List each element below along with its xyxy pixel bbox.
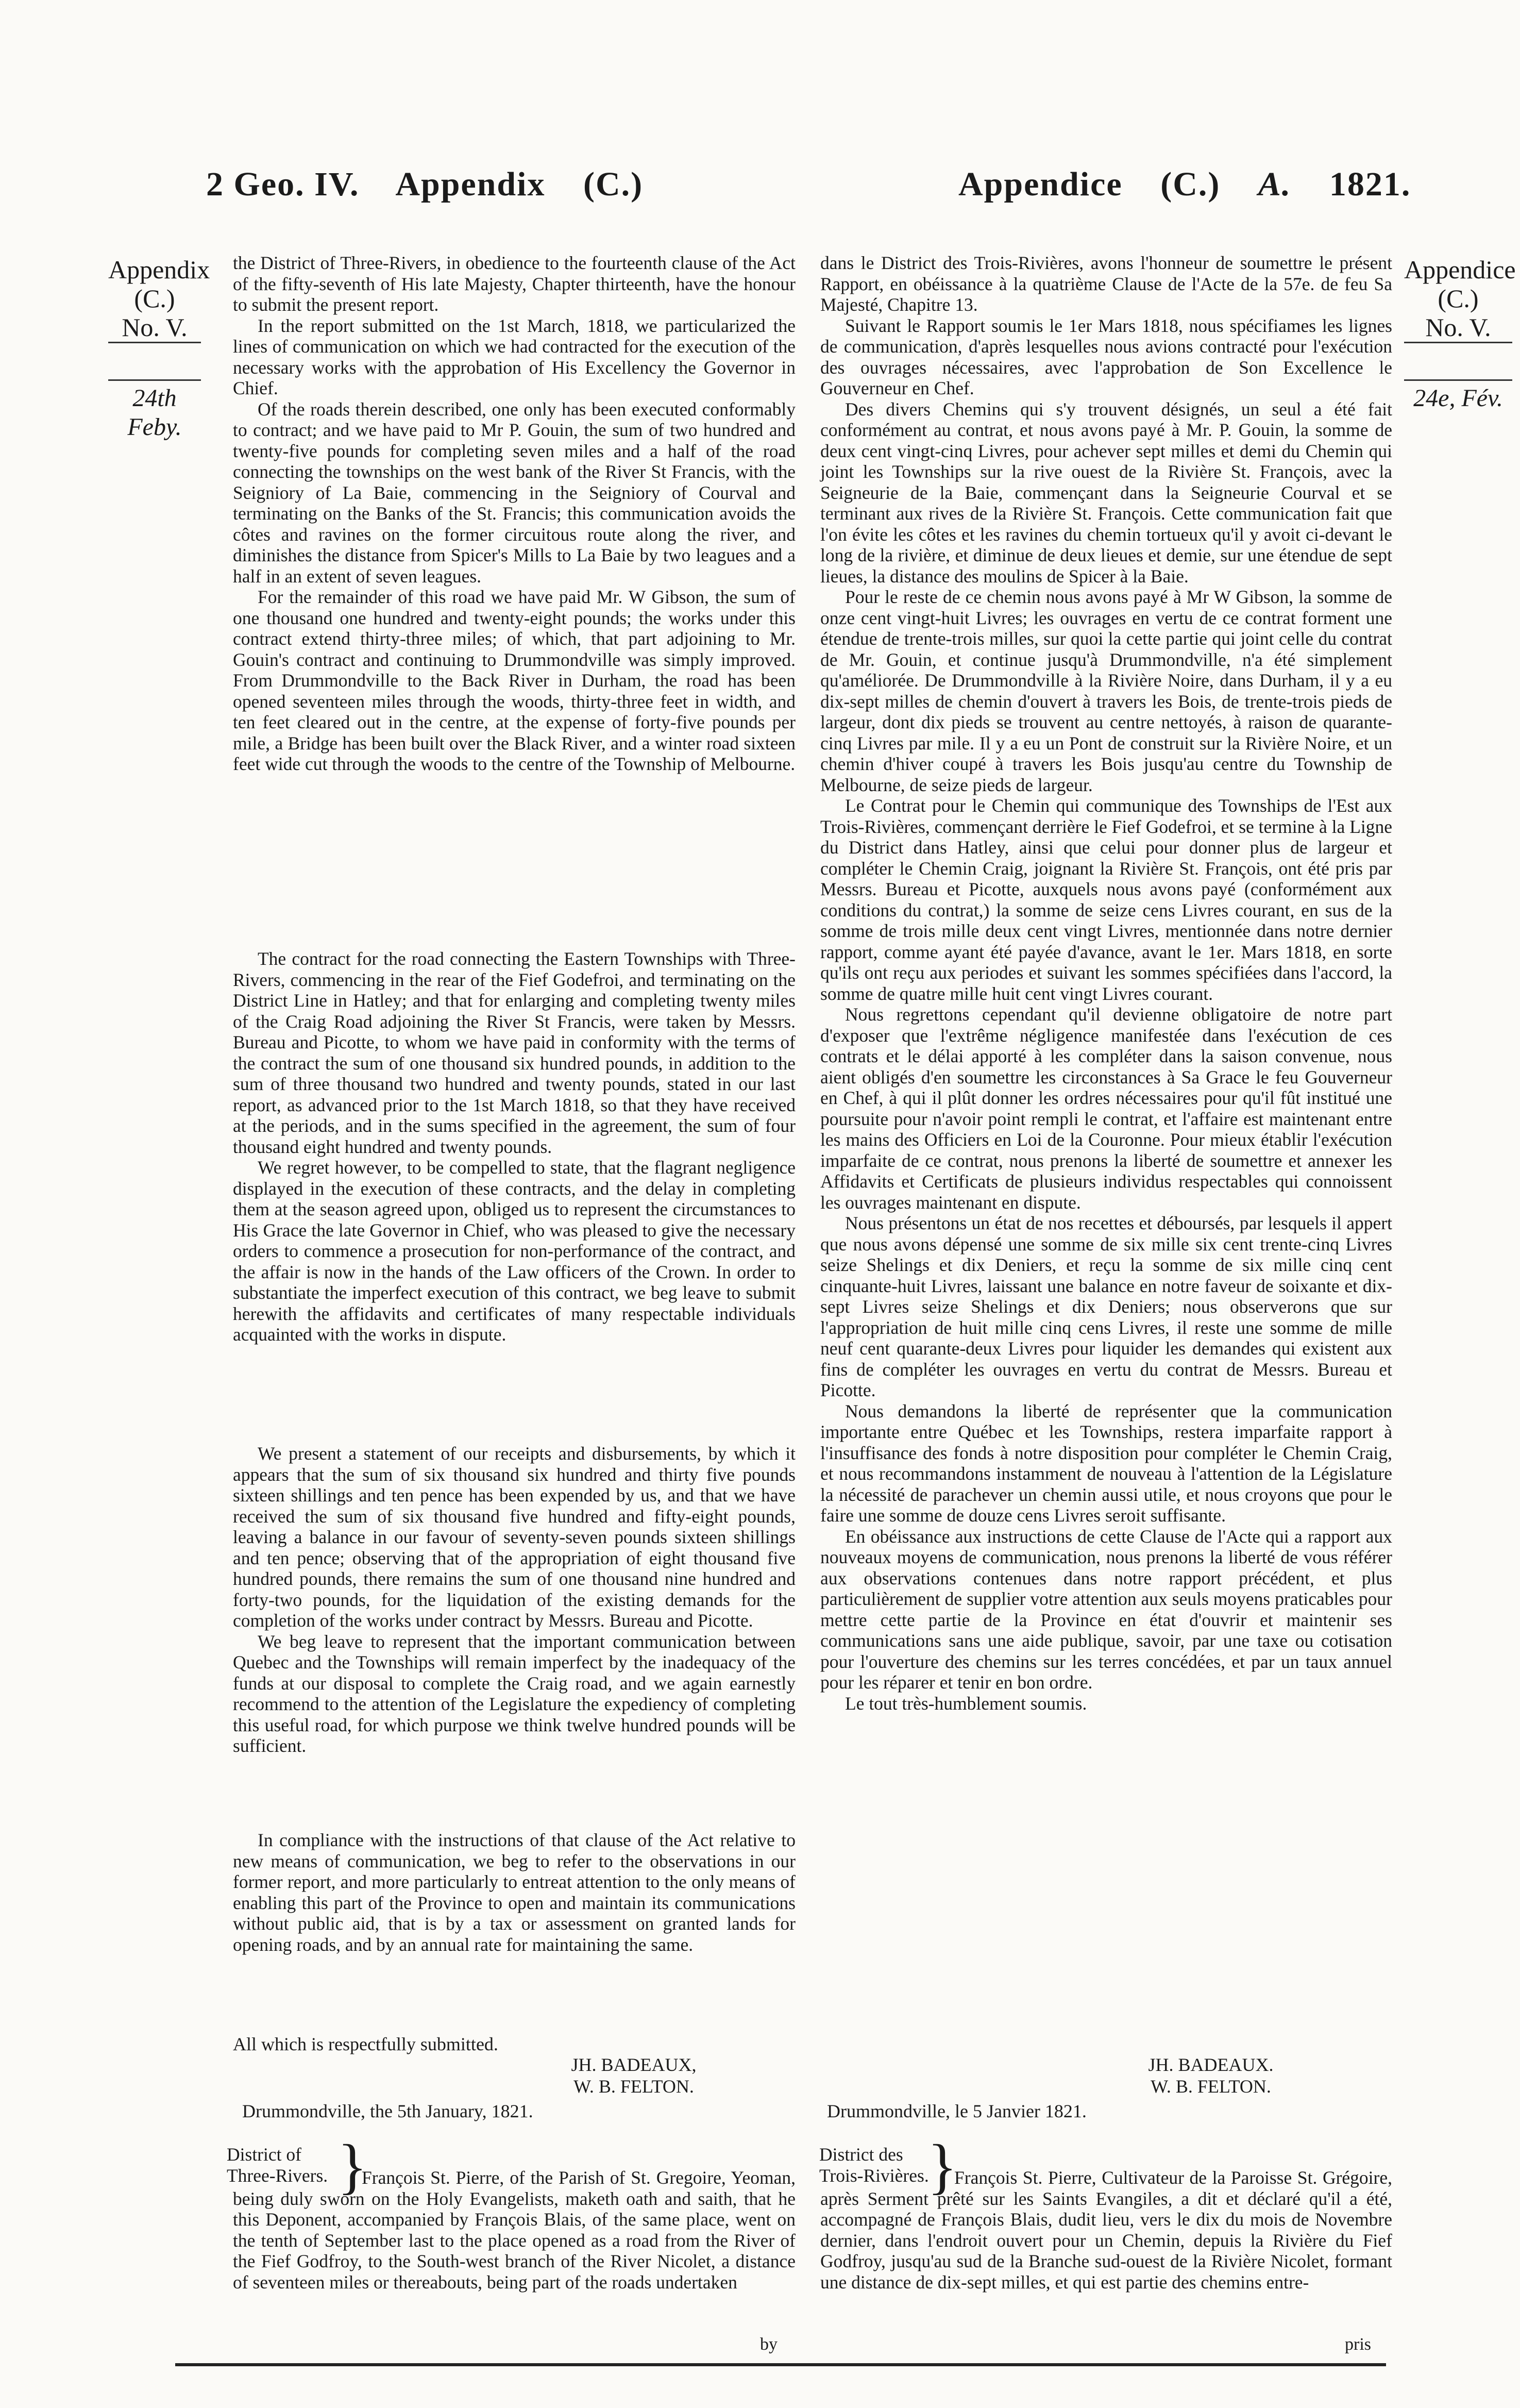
running-header-right [958,165,1439,222]
year-label: 1821. [1329,165,1411,203]
district-line1: District of [227,2144,301,2165]
french-affidavit: François St. Pierre, Cultivateur de la Paroisse St. Grégoire, après Serment prêté sur les Saints Evangiles, a dit et déclaré qu'il a été, accompagné de François Blais, dudit lieu, vers le dix du mois de Novembre dernier, dans l'endroit ouvert pour un Chemin, depuis la Rivière du Fief Godfroy, jusqu'au sud de la Branche sud-ouest de la Rivière Nicolet, formant une distance de dix-sept milles, et qui est partie des chemins entre- [820,2167,1392,2293]
french-catchword: pris [1345,2335,1371,2354]
english-column [233,253,796,775]
signature-badeaux: JH. BADEAUX. [1148,2054,1274,2075]
margin-number: No. V. [1404,313,1512,343]
french-signatures [1103,2054,1319,2097]
margin-note-left [108,255,210,442]
appendice-letter: (C.) [1160,165,1221,203]
english-signatures [526,2054,742,2097]
french-paragraph: En obéissance aux instructions de cette Clause de l'Acte qui a rapport aux nouveaux moyens de communication, nous prenons la liberté de vous référer aux observations contenues dans notre rapport précédent, et plus particulièrement de supplier votre attention aux seuls moyens praticables pour mettre cette partie de la Province en état d'ouvrir et maintenir ses communications sans une aide publique, savoir, par une taxe ou cotisation pour l'ouverture des chemins sur les terres concédées, et par un taux annuel pour les réparer et tenir en bon ordre. [820,1526,1392,1693]
english-closing: All which is respectfully submitted. [233,2034,498,2054]
signature-felton: W. B. FELTON. [573,2076,694,2097]
margin-letter: (C.) [134,284,175,313]
french-paragraph: Nous regrettons cependant qu'il devienne obligatoire de notre part d'exposer que l'extrême négligence manifestée dans l'exécution de ces contrats et le délai apporté à les compléter dans la saison convenue, nous aient obligés d'en soumettre les circonstances à Sa Grace le feu Gouverneur en Chef, à qui il plût donner les ordres nécessaires pour qu'il fût institué une poursuite pour n'avoir point rempli le contrat, et l'affaire est maintenant entre les mains des Officiers en Loi de la Couronne. Pour mieux établir l'exécution imparfaite de ce contrat, nous prenons la liberté de soumettre et annexer les Affidavits et Certificats de plusieurs individus respectables qui connoissent les ouvrages maintenant en dispute. [820,1004,1392,1213]
margin-date: 24th Feby. [108,379,201,442]
french-paragraph: Nous demandons la liberté de représenter que la communication importante entre Québec et les Townships, restera imparfaite rapport à l'insuffisance des fonds à notre disposition pour compléter le Chemin Craig, et nous recommandons instamment de nouveau à l'attention de la Législature la nécessité de parachever un chemin aussi utile, et nous croyons que pour le faire une somme de douze cens Livres seroit suffisante. [820,1400,1392,1526]
signature-felton: W. B. FELTON. [1151,2076,1271,2097]
margin-number: No. V. [108,313,201,343]
french-paragraph: dans le District des Trois-Rivières, avons l'honneur de soumettre le présent Rapport, en obéissance à la quatrième Clause de l'Acte de la 57e. de feu Sa Majesté, Chapitre 13. [820,253,1392,315]
english-paragraph: For the remainder of this road we have paid Mr. W Gibson, the sum of one thousand one hundred and twenty-eight pounds; the works under this contract extend thirty-three miles; of which, that part adjoining to Mr. Gouin's contract and continuing to Drummondville was simply improved. From Drummondville to the Back River in Durham, the road has been opened seventeen miles through the woods, thirty-three feet in width, and ten feet cleared out in the centre, at the expense of forty-five pounds per mile, a Bridge has been built over the Black River, and a winter road sixteen feet wide cut through the woods to the centre of the Township of Melbourne. [233,587,796,774]
margin-letter: (C.) [1438,284,1479,313]
appendice-label: Appendice [958,165,1123,203]
french-paragraph: Nous présentons un état de nos recettes et déboursés, par lesquels il appert que nous avons dépensé une somme de six mille six cent trente-cinq Livres seize Shelings et dix Deniers, et reçu la somme de six mille cinq cent cinquante-huit Livres, laissant une balance en notre faveur de soixante et dix-sept Livres seize Shelings et dix Deniers; nous observerons que sur l'appropriation de huit mille cinq cens Livres, il reste une somme de mille neuf cent quarante-deux Livres pour liquider les demandes qui existent aux fins de compléter les ouvrages en vertu du contrat de Messrs. Bureau et Picotte. [820,1213,1392,1400]
english-paragraph: Of the roads therein described, one only has been executed conformably to contract; and we have paid to Mr P. Gouin, the sum of two hundred and twenty-five pounds for completing seven miles and a half of the road connecting the townships on the west bank of the River St Francis, with the Seigniory of La Baie, commencing in the Seigniory of Courval and terminating on the Banks of the St. Francis; this communication avoids the côtes and ravines on the former circuitous route along the river, and diminishes the distance from Spicer's Mills to La Baie by two leagues and a half in an extent of seven leagues. [233,398,796,587]
brace-icon: } [927,2132,957,2200]
district-line1: District des [819,2144,903,2165]
bottom-rule [175,2363,1386,2366]
margin-appendix: Appendix [108,255,210,284]
english-paragraph: In the report submitted on the 1st March, 1818, we particularized the lines of communication on which we had contracted for the execution of the necessary works with the approbation of His Excellency the Governor in Chief. [233,315,796,398]
english-column [233,1443,796,1757]
english-paragraph: the District of Three-Rivers, in obedience to the fourteenth clause of the Act of the fifty-seventh of His late Majesty, Chapter thirteenth, have the honour to submit the present report. [233,253,796,315]
a-label: A. [1258,165,1292,203]
margin-appendice: Appendice [1404,255,1516,284]
french-column [820,253,1392,1714]
french-paragraph: Pour le reste de ce chemin nous avons payé à Mr W Gibson, la somme de onze cent vingt-huit Livres; les ouvrages en vertu de ce contrat forment une étendue de trente-trois milles, sur quoi la cette partie qui joint celle du contrat de Mr. Gouin, et continue jusqu'à Drummondville, n'a été simplement qu'améliorée. De Drummondville à la Rivière Noire, dans Durham, il y a eu dix-sept milles de chemin d'ouvert à travers les Bois, de trente-trois pieds de largeur, dont dix pieds se trouvent au centre nettoyés, à raison de quarante-cinq Livres par mile. Il y a eu un Pont de construit sur la Rivière Noire, et un chemin d'hiver coupé à travers les Bois jusqu'au centre du Township de Melbourne, de seize pieds de largeur. [820,587,1392,795]
french-paragraph: Suivant le Rapport soumis le 1er Mars 1818, nous spécifiames les lignes de communication, d'après lesquelles nous avions contracté pour l'exécution des ouvrages nécessaires, avec l'approbation de Son Excellence le Gouverneur en Chef. [820,315,1392,398]
english-affidavit: François St. Pierre, of the Parish of St. Gregoire, Yeoman, being duly sworn on the Holy Evangelists, maketh oath and saith, that he this Deponent, accompanied by François Blais, of the same place, went on the tenth of September last to the place opened as a road from the River of the Fief Godfroy, to the South-west branch of the River Nicolet, a distance of seventeen miles or thereabouts, being part of the roads undertaken [233,2167,796,2293]
english-column [233,948,796,1345]
margin-note-right [1404,255,1516,413]
english-column [233,1830,796,1955]
english-place-date: Drummondville, the 5th January, 1821. [242,2101,533,2121]
district-line2: Trois-Rivières. [819,2165,929,2186]
french-paragraph: Le Contrat pour le Chemin qui communique des Townships de l'Est aux Trois-Rivières, commençant derrière le Fief Godefroi, et se termine à la Ligne du District dans Hatley, ainsi que celui pour donner plus de largeur et compléter le Chemin Craig, joignant la Rivière St. François, ont été pris par Messrs. Bureau et Picotte, auxquels nous avons payé (conformément aux conditions du contrat,) la somme de seize cens Livres courant, en sus de la somme de trois mille deux cent vingt Livres, mentionnée dans notre dernier rapport, comme ayant été payée d'avance, avant le 1er. Mars 1818, en sorte qu'ils ont reçu aux periodes et suivant les sommes spécifiées dans l'accord, la somme de quatre mille huit cent vingt Livres courant. [820,795,1392,1004]
signature-badeaux: JH. BADEAUX, [571,2054,697,2075]
english-paragraph: We present a statement of our receipts and disbursements, by which it appears that the sum of six thousand six hundred and thirty five pounds sixteen shillings and ten pence has been expended by us, and that we have received the sum of six thousand five hundred and fifty-eight pounds, leaving a balance in our favour of seventy-seven pounds sixteen shillings and ten pence; observing that of the appropriation of eight thousand five hundred pounds, there remains the sum of one thousand nine hundred and forty-two pounds, for the liquidation of the existing demands for the completion of the works under contract by Messrs. Bureau and Picotte. [233,1443,796,1631]
english-paragraph: We beg leave to represent that the important communication between Quebec and the Townships will remain imperfect by the inadequacy of the funds at our disposal to complete the Craig road, and we again earnestly recommend to the attention of the Legislature the expediency of completing this useful road, for which purpose we think twelve hundred pounds will be sufficient. [233,1631,796,1756]
appendix-label: Appendix [395,165,546,203]
running-header-left [206,165,671,222]
french-closing: Le tout très-humblement soumis. [845,1693,1087,1714]
appendix-letter: (C.) [583,165,644,203]
french-place-date: Drummondville, le 5 Janvier 1821. [827,2101,1087,2121]
french-paragraph: Des divers Chemins qui s'y trouvent désignés, un seul a été fait conformément au contrat, et nous avons payé à Mr. P. Gouin, la somme de deux cent vingt-cinq Livres, pour achever sept milles et demi du Chemin qui joint les Townships sur la rive ouest de la Rivière St. François, avec la Seigneurie de la Baie, commençant dans la Seigneurie Courval et se terminant aux rives de la Rivière St. François. Cette communication fait que l'on évite les côtes et les ravines du chemin tortueux qu'il y avoit ci-devant le long de la rivière, et diminue de deux lieues et demie, sur une étendue de sept lieues, la distance des moulins de Spicer à la Baie. [820,398,1392,587]
english-catchword: by [760,2335,778,2354]
english-paragraph: In compliance with the instructions of that clause of the Act relative to new means of communication, we beg to refer to the observations in our former report, and more particularly to entreat attention to the only means of enabling this part of the Province to open and maintain its communications without public aid, that is by a tax or assessment on granted lands for opening roads, and by an annual rate for maintaining the same. [233,1830,796,1955]
district-line2: Three-Rivers. [227,2165,328,2186]
english-paragraph: The contract for the road connecting the Eastern Townships with Three-Rivers, commencing in the rear of the Fief Godefroi, and terminating on the District Line in Hatley; and that for enlarging and completing twenty miles of the Craig Road adjoining the River St Francis, were taken by Messrs. Bureau and Picotte, to whom we have paid in conformity with the terms of the contract the sum of one thousand six hundred pounds, in addition to the sum of three thousand two hundred and twenty pounds, stated in our last report, as advanced prior to the 1st March 1818, so that they have received at the periods, and in the sums specified in the agreement, the sum of four thousand eight hundred and twenty pounds. [233,948,796,1157]
english-paragraph: We regret however, to be compelled to state, that the flagrant negligence displayed in the execution of these contracts, and the delay in completing them at the season agreed upon, obliged us to represent the circumstances to His Grace the late Governor in Chief, who was pleased to give the necessary orders to commence a prosecution for non-performance of the contract, and the affair is now in the hands of the Law officers of the Crown. In order to substantiate the imperfect execution of this contract, we beg leave to submit herewith the affidavits and certificates of many respectable individuals acquainted with the works in dispute. [233,1157,796,1345]
brace-icon: } [337,2132,367,2200]
session-label: 2 Geo. IV. [206,165,360,203]
margin-date: 24e, Fév. [1404,379,1512,413]
